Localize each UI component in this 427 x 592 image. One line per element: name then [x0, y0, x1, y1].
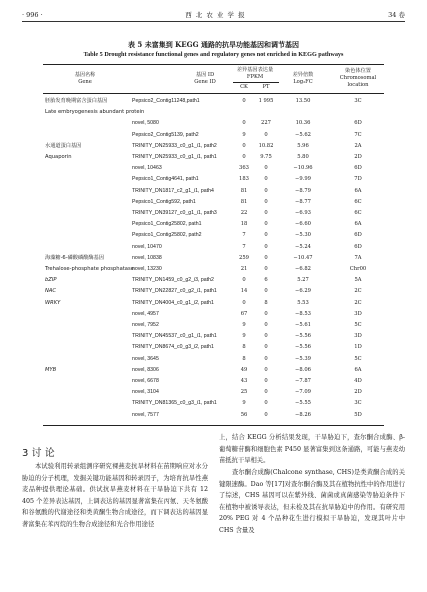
pt-cell: 1 995 [258, 98, 274, 104]
page-number: · 996 · [22, 10, 43, 19]
ck-cell: 81 [240, 198, 248, 205]
pt-cell: 6 [264, 277, 268, 284]
gene-cell: 海藻糖-6-磷酸磷酸酶基因 [45, 254, 104, 261]
col-chr-label-en: Chromosomal [339, 75, 377, 81]
gene-cell: 水通道蛋白基因 [45, 142, 82, 149]
gene-id-cell: Pepsico2_Contig11248,path1 [132, 98, 200, 104]
col-gene-label: 基因名称 [74, 72, 96, 78]
col-fpkm-label-en: FPKM [246, 74, 264, 80]
chromosome-cell: 5C [354, 322, 362, 328]
ck-cell: 0 [242, 154, 246, 160]
log2fc-cell: −7.09 [295, 389, 311, 396]
log2fc-cell: 13.50 [295, 98, 311, 104]
gene-id-cell: novel, 5080 [132, 120, 159, 127]
gene-cell: Aquaporin [45, 154, 72, 160]
right-paragraph-1: 上，结合 KEGG 分析结果发现，干旱胁迫下，查尔酮合成酶、β-葡萄糖苷酶和细胞色素 P450 显著富集到这条通路，可能与燕麦幼苗抵抗干旱相关。 [219, 434, 405, 465]
gene-id-cell: TRINITY_DN25933_c0_g1_i1, path2 [132, 142, 217, 149]
gene-cell: bZIP [45, 277, 57, 284]
gene-id-cell: TRINITY_DN39127_c0_g1_i1, path3 [132, 210, 217, 216]
log2fc-cell: −6.93 [295, 210, 311, 216]
ck-cell: 49 [240, 366, 248, 373]
col-id-label-en: Gene ID [194, 79, 216, 85]
table-row [43, 253, 384, 264]
log2fc-cell: −8.26 [295, 411, 311, 418]
pt-cell: 9.75 [260, 154, 272, 160]
chromosome-cell: 2C [354, 299, 362, 306]
col-chr-label-en-2: location [347, 82, 369, 88]
table-caption-en: Table 5 Drought resistance functional genes and regulatory genes not enriched in KEGG pathways [83, 51, 344, 58]
pt-cell: 0 [264, 389, 268, 396]
table-row [43, 275, 384, 286]
table-row [43, 96, 384, 107]
col-id-label: 基因 ID [195, 72, 215, 78]
log2fc-cell: −8.77 [295, 198, 311, 205]
gene-id-cell: novel, 7577 [132, 411, 159, 418]
pt-cell: 0 [264, 187, 268, 194]
col-pt-label: PT [262, 84, 270, 90]
pt-cell: 0 [264, 243, 268, 250]
gene-cell: Trehalose-phosphate phosphatase [45, 266, 134, 272]
chromosome-cell: 6A [354, 187, 362, 194]
chromosome-cell: 3C [354, 98, 362, 104]
ck-cell: 7 [242, 232, 246, 239]
right-paragraph-2: 查尔酮合成酶(Chalcone synthase, CHS)是类黄酮合成的关键限速酶。Dao 等[17]对查尔酮合酶及其在植物抗性中的作用进行了综述，CHS 基因可以在紫外线、菌菌或真菌感染等胁迫条件下在植物中被诱导表达，但未检及其在抗旱胁迫中的作用。有研究用 20% PEG 对 4 个品种花生进行模拟干旱胁迫，发现其叶片中 CHS 含量及 [219, 469, 405, 534]
log2fc-cell: −8.06 [295, 366, 311, 373]
gene-id-cell: TRINITY_DN8674_c0_g3_i2, path1 [132, 344, 214, 351]
gene-id-cell: TRINITY_DN1817_c2_g1_i1, path4 [132, 187, 214, 194]
gene-cell: NAC [45, 288, 57, 295]
chromosome-cell: 6D [354, 243, 362, 250]
gene-id-cell: TRINITY_DN45537_c0_g1_i1, path1 [132, 333, 217, 340]
gene-id-cell: Pepsico2_Contig5139, path2 [132, 131, 199, 138]
gene-id-cell: novel, 10470 [132, 243, 162, 250]
table-row [43, 342, 384, 353]
ck-cell: 9 [242, 131, 246, 138]
table-row [43, 354, 384, 365]
pt-cell: 0 [264, 355, 268, 362]
table-row [43, 309, 384, 320]
chromosome-cell: 5D [354, 411, 362, 418]
table-bottom-rule [43, 425, 384, 426]
pt-cell: 0 [264, 210, 268, 216]
log2fc-cell: −5.24 [295, 243, 311, 250]
gene-id-cell: novel, 8306 [132, 366, 159, 373]
ck-cell: 9 [242, 322, 246, 328]
section-title: 3 讨 论 [22, 448, 55, 459]
pt-cell: 0 [264, 232, 268, 239]
table-row [43, 197, 384, 208]
chromosome-cell: 3C [354, 400, 362, 407]
table-row [43, 219, 384, 230]
running-header [22, 9, 405, 20]
gene-cell: 胚胎发育晚期富含蛋白基因 [45, 98, 108, 104]
chromosome-cell: 6D [354, 165, 362, 172]
col-fold-label-en: Log₂FC [293, 79, 313, 85]
chromosome-cell: 2D [354, 154, 362, 160]
log2fc-cell: −7.87 [295, 378, 311, 384]
ck-cell: 183 [239, 176, 249, 183]
ck-cell: 259 [239, 254, 249, 261]
gene-id-cell: Pepsico1_Contig25802, path2 [132, 232, 202, 239]
log2fc-cell: −5.62 [295, 131, 311, 138]
col-ck-label: CK [240, 84, 248, 90]
table-row [43, 365, 384, 376]
pt-cell: 0 [264, 165, 268, 172]
ck-cell: 22 [240, 210, 248, 216]
chromosome-cell: 2D [354, 389, 362, 396]
gene-id-cell: novel, 7952 [132, 322, 159, 328]
table-row [43, 141, 384, 152]
table-row [43, 320, 384, 331]
log2fc-cell: −5.39 [295, 355, 311, 362]
volume-number: 34 卷 [388, 11, 405, 19]
chromosome-cell: 7A [354, 254, 362, 261]
chromosome-cell: 2A [354, 142, 362, 149]
pt-cell: 0 [264, 411, 268, 418]
ck-cell: 0 [242, 277, 246, 284]
log2fc-cell: −6.82 [295, 266, 311, 272]
pt-cell: 8 [264, 299, 268, 306]
gene-id-cell: novel, 4957 [132, 310, 159, 317]
gene-cell: WRKY [45, 299, 61, 306]
ck-cell: 18 [240, 221, 248, 228]
chromosome-cell: Chr00 [349, 266, 367, 272]
ck-cell: 0 [242, 98, 246, 104]
log2fc-cell: −5.56 [295, 344, 311, 351]
pt-cell: 0 [264, 322, 268, 328]
chromosome-cell: 6C [354, 198, 362, 205]
gene-id-cell: Pepsico1_Contig25802, path1 [132, 221, 202, 228]
ck-cell: 363 [239, 165, 249, 172]
col-fold-label: 差异倍数 [292, 72, 314, 78]
table-row [43, 298, 384, 309]
chromosome-cell: 5C [354, 355, 362, 362]
chromosome-cell: 6C [354, 210, 362, 216]
ck-cell: 9 [242, 333, 246, 340]
pt-cell: 0 [264, 221, 268, 228]
ck-cell: 0 [242, 142, 246, 149]
pt-cell: 0 [264, 176, 268, 183]
ck-cell: 0 [242, 120, 246, 127]
gene-id-cell: TRINITY_DN22827_c0_g2_i1, path1 [132, 288, 217, 295]
table-row [43, 174, 384, 185]
fpkm-subrule [233, 82, 279, 83]
log2fc-cell: 10.36 [295, 120, 311, 127]
header-rule [22, 21, 405, 22]
log2fc-cell: −8.79 [295, 187, 311, 194]
table-header-rule [43, 93, 384, 94]
gene-id-cell: novel, 6678 [132, 378, 159, 384]
pt-cell: 0 [264, 366, 268, 373]
pt-cell: 227 [261, 120, 271, 127]
pt-cell: 0 [264, 266, 268, 272]
ck-cell: 8 [242, 355, 246, 362]
chromosome-cell: 2C [354, 288, 362, 295]
table-row [43, 152, 384, 163]
log2fc-cell: −5.55 [295, 400, 311, 407]
pt-cell: 0 [264, 333, 268, 340]
table-row [43, 130, 384, 141]
gene-id-cell: TRINITY_DN1459_c0_g2_i3, path2 [132, 277, 214, 284]
log2fc-cell: −10.96 [293, 165, 313, 172]
pt-cell: 0 [264, 131, 268, 138]
left-paragraph: 本试验利用转录组测序研究裸燕麦抗旱材料在苗期响应对水分胁迫的分子机理，发掘关键功能基因和转录因子，为培育抗旱性燕麦品种提供理论基础。供试抗旱燕麦材料在干旱胁迫下共有 12 405 个差异表达基因，上调表达的基因显著富集在丙氨、天冬氨酸和谷氨酸的代谢途径和类黄酮生物合成途径，而下调表达的基因显著富集在苯丙烷的生物合成途径和光合作用途径 [22, 463, 208, 528]
ck-cell: 25 [240, 389, 248, 396]
ck-cell: 9 [242, 400, 246, 407]
table-row [43, 107, 384, 118]
log2fc-cell: −10.47 [293, 254, 313, 261]
table-row [43, 286, 384, 297]
table-row [43, 208, 384, 219]
table-row [43, 331, 384, 342]
table-row [43, 163, 384, 174]
pt-cell: 0 [264, 254, 268, 261]
log2fc-cell: 5.96 [297, 142, 309, 149]
col-chr-label: 染色体位置 [345, 68, 371, 74]
chromosome-cell: 7D [354, 176, 362, 183]
ck-cell: 0 [242, 299, 246, 306]
gene-id-cell: TRINITY_DN4004_c0_g1_i2, path1 [132, 299, 214, 306]
gene-id-cell: novel, 3104 [132, 389, 159, 396]
table-row [43, 387, 384, 398]
journal-name: 西 北 农 业 学 报 [185, 11, 246, 19]
pt-cell: 0 [264, 288, 268, 295]
log2fc-cell: −6.29 [295, 288, 311, 295]
log2fc-cell: −8.53 [295, 310, 311, 317]
pt-cell: 0 [264, 400, 268, 407]
chromosome-cell: 3D [354, 333, 362, 340]
gene-id-cell: Pepsico1_Contig4641, path1 [132, 176, 199, 183]
log2fc-cell: 5.53 [297, 299, 309, 306]
chromosome-cell: 6A [354, 366, 362, 373]
table-top-rule [43, 64, 384, 65]
col-fpkm-label: 差异基因表达量 [236, 67, 274, 73]
gene-id-cell: TRINITY_DN25933_c0_g1_i1, path1 [132, 154, 217, 160]
gene-cell: MYB [45, 366, 57, 373]
chromosome-cell: 4D [354, 378, 362, 384]
log2fc-cell: −5.61 [295, 322, 311, 328]
table-row [43, 264, 384, 275]
gene-id-cell: novel, 10838 [132, 254, 162, 261]
table-row [43, 230, 384, 241]
chromosome-cell: 1D [354, 344, 362, 351]
table-caption-cn: 表 5 未富集到 KEGG 通路的抗旱功能基因和调节基因 [128, 40, 299, 49]
chromosome-cell: 7C [354, 131, 362, 138]
col-gene-label-en: Gene [78, 79, 92, 85]
log2fc-cell: −9.99 [295, 176, 311, 183]
table-row [43, 398, 384, 409]
chromosome-cell: 3D [354, 310, 362, 317]
pt-cell: 10.82 [258, 142, 274, 149]
ck-cell: 43 [240, 378, 248, 384]
log2fc-cell: −6.60 [295, 221, 311, 228]
chromosome-cell: 6A [354, 221, 362, 228]
gene-id-cell: novel, 3645 [132, 355, 159, 362]
table-row [43, 118, 384, 129]
ck-cell: 21 [240, 266, 248, 272]
log2fc-cell: −5.30 [295, 232, 311, 239]
pt-cell: 0 [264, 198, 268, 205]
pt-cell: 0 [264, 378, 268, 384]
gene-id-cell: novel, 13230 [132, 266, 162, 272]
table-row [43, 186, 384, 197]
chromosome-cell: 6D [354, 120, 362, 127]
log2fc-cell: 5.27 [297, 277, 309, 284]
ck-cell: 14 [240, 288, 248, 295]
gene-id-cell: Pepsico1_Contig592, path1 [132, 198, 196, 205]
pt-cell: 0 [264, 344, 268, 351]
gene-id-cell: novel, 10463 [132, 165, 162, 172]
table-row [43, 376, 384, 387]
gene-cell: Late embryogenesis abundant protein [45, 109, 145, 116]
table-row [43, 410, 384, 421]
ck-cell: 8 [242, 344, 246, 351]
log2fc-cell: 5.80 [297, 154, 309, 160]
log2fc-cell: −5.56 [295, 333, 311, 340]
pt-cell: 0 [264, 310, 268, 317]
ck-cell: 67 [240, 310, 248, 317]
ck-cell: 7 [242, 243, 246, 250]
chromosome-cell: 5A [354, 277, 362, 284]
gene-id-cell: TRINITY_DN81365_c0_g3_i1, path1 [132, 400, 217, 407]
table-row [43, 242, 384, 253]
chromosome-cell: 6D [354, 232, 362, 239]
ck-cell: 81 [240, 187, 248, 194]
ck-cell: 56 [240, 411, 248, 418]
